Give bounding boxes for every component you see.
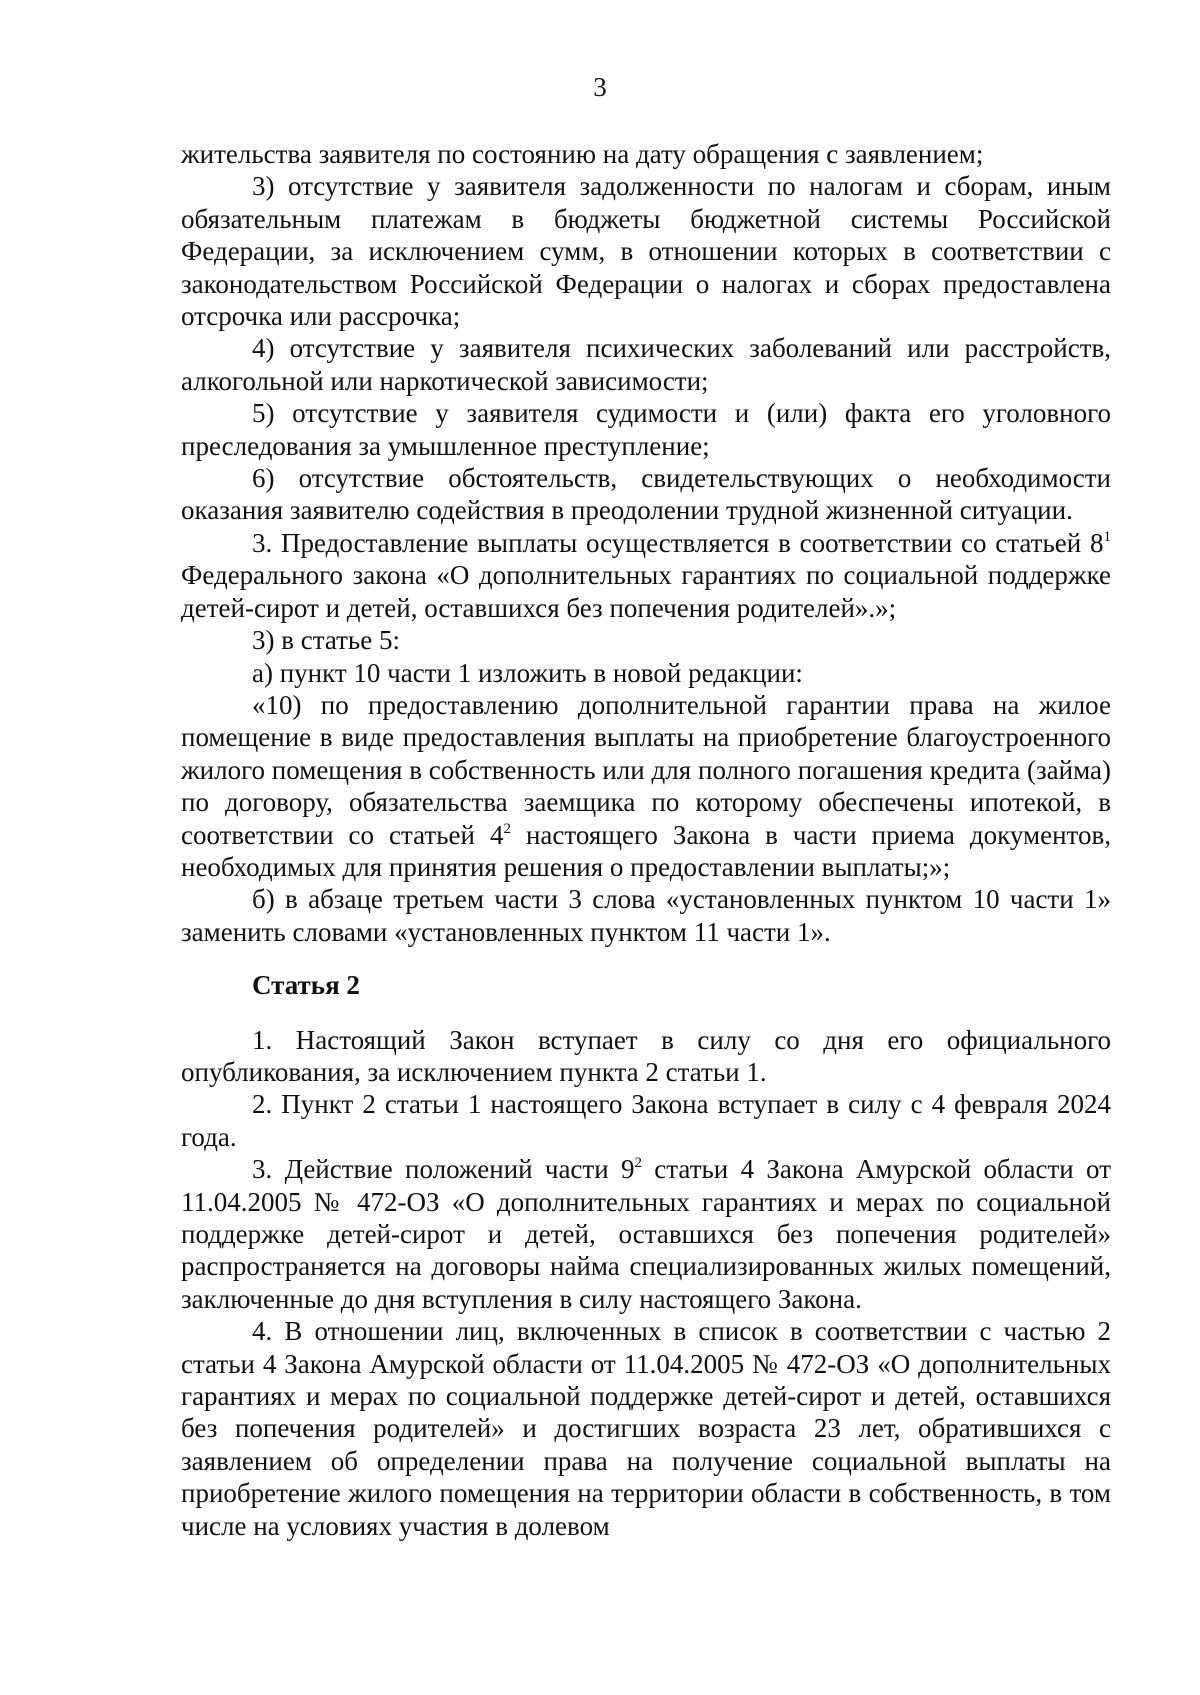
clause-3-text-b: Федерального закона «О дополнительных гарантиях по социальной поддержке детей-сирот и детей, оставшихся без попечения родителей».»; bbox=[181, 560, 1111, 623]
document-body bbox=[181, 138, 1111, 1542]
art2-clause-3-superscript: 2 bbox=[634, 1155, 642, 1172]
paragraph-item-6: 6) отсутствие обстоятельств, свидетельствующих о необходимости оказания заявителю содействия в преодолении трудной жизненной ситуации. bbox=[181, 463, 1111, 526]
paragraph-article-5: 3) в статье 5: bbox=[252, 625, 400, 656]
article-2-clause-1: 1. Настоящий Закон вступает в силу со дня его официального опубликования, за исключением пункта 2 статьи 1. bbox=[181, 1024, 1111, 1087]
item-10-text-a: «10) по предоставлению дополнительной гарантии права на жилое помещение в виде предоставления выплаты на приобретение благоустроенного жилого помещения в собственность или для полного погашения кредита (займа) по договору, обязательства заемщика по которому обеспечены ипотекой, в соответствии со статьей 4 bbox=[181, 689, 1111, 850]
paragraph-item-5: 5) отсутствие у заявителя судимости и (или) факта его уголовного преследования за умышленное преступление; bbox=[181, 398, 1111, 461]
clause-3-text-a: 3. Предоставление выплаты осуществляется в соответствии со статьей 8 bbox=[252, 527, 1104, 558]
paragraph-item-4: 4) отсутствие у заявителя психических заболеваний или расстройств, алкогольной или наркотической зависимости; bbox=[181, 333, 1111, 396]
article-2-clause-3 bbox=[181, 1153, 1111, 1315]
item-10-text-b: настоящего Закона в части приема документов, необходимых для принятия решения о предоставлении выплаты;»; bbox=[181, 819, 1111, 882]
item-10-superscript: 2 bbox=[503, 820, 511, 837]
page-number: 3 bbox=[593, 72, 607, 102]
paragraph-subitem-a: а) пункт 10 части 1 изложить в новой редакции: bbox=[252, 657, 803, 688]
paragraph-item-3: 3) отсутствие у заявителя задолженности по налогам и сборам, иным обязательным платежам в бюджеты бюджетной системы Российской Федерации, за исключением сумм, в отношении которых в соответствии с законодательством Российской Федерации о налогах и сборах предоставлена отсрочка или рассрочка; bbox=[181, 171, 1111, 332]
art2-clause-3-text-a: 3. Действие положений части 9 bbox=[252, 1154, 635, 1185]
paragraph-continuation: жительства заявителя по состоянию на дату обращения с заявлением; bbox=[181, 139, 984, 169]
clause-3-superscript: 1 bbox=[1103, 528, 1111, 545]
art2-clause-3-text-b: статьи 4 Закона Амурской области от 11.04.2005 № 472-ОЗ «О дополнительных гарантиях и мерах по социальной поддержке детей-сирот и детей, оставшихся без попечения родителей» распространяется на договоры найма специализированных жилых помещений, заключенные до дня вступления в силу настоящего Закона. bbox=[181, 1154, 1111, 1314]
article-2-clause-4: 4. В отношении лиц, включенных в список в соответствии с частью 2 статьи 4 Закона Амурской области от 11.04.2005 № 472-ОЗ «О дополнительных гарантиях и мерах по социальной поддержке детей-сирот и детей, оставшихся без попечения родителей» и достигших возраста 23 лет, обратившихся с заявлением об определении права на получение социальной выплаты на приобретение жилого помещения на территории области в собственность, в том числе на условиях участия в долевом bbox=[181, 1316, 1111, 1541]
paragraph-item-10 bbox=[181, 689, 1111, 883]
paragraph-subitem-b: б) в абзаце третьем части 3 слова «установленных пунктом 10 части 1» заменить словами «установленных пунктом 11 части 1». bbox=[181, 884, 1111, 947]
paragraph-clause-3 bbox=[181, 527, 1111, 624]
article-2-heading: Статья 2 bbox=[252, 970, 360, 1001]
article-2-clause-2: 2. Пункт 2 статьи 1 настоящего Закона вступает в силу с 4 февраля 2024 года. bbox=[181, 1089, 1111, 1152]
